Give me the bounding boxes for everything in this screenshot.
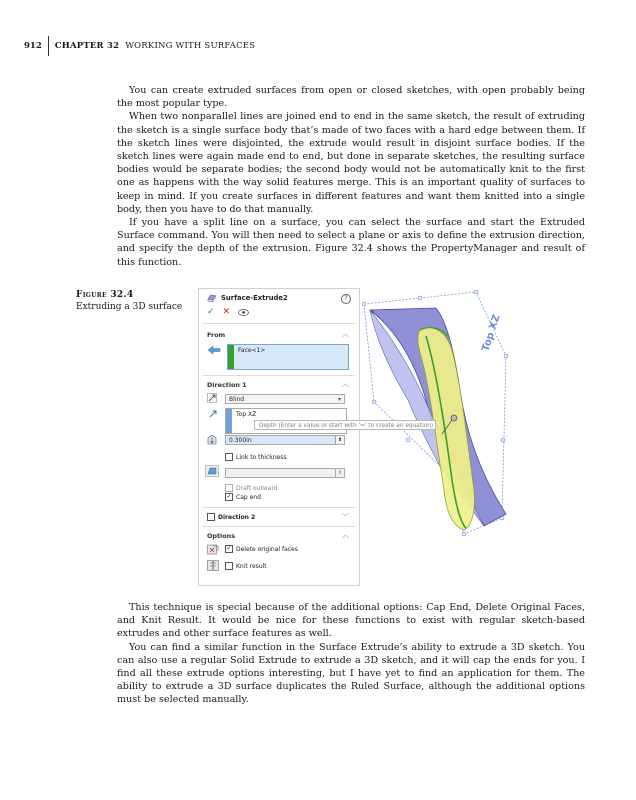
delete-faces-icon <box>207 544 219 555</box>
direction-reference-value: Top XZ <box>236 411 257 418</box>
direction1-section-header[interactable]: Direction 1 <box>207 381 247 389</box>
cap-end-label: Cap end <box>236 493 261 501</box>
draft-outward-label: Draft outward <box>236 484 278 492</box>
figure-number: Figure 32.4 <box>76 290 134 300</box>
direction2-checkbox[interactable] <box>207 513 255 521</box>
property-manager-panel <box>198 288 360 586</box>
running-header <box>24 36 255 56</box>
end-condition-dropdown[interactable] <box>225 394 345 404</box>
page-number: 912 <box>24 41 42 51</box>
from-section-header[interactable]: From <box>207 331 226 339</box>
knit-result-label: Knit result <box>236 562 267 570</box>
depth-value: 0.300in <box>229 437 252 444</box>
help-icon[interactable]: ? <box>341 294 351 304</box>
direction-arrow-icon <box>209 410 217 418</box>
plane-label-marker: ✕ <box>370 309 376 316</box>
draft-angle-input <box>225 468 345 478</box>
cancel-button[interactable]: ✕ <box>222 307 231 317</box>
draft-icon[interactable] <box>205 465 219 477</box>
depth-tooltip: Depth (Enter a value or start with '=' to create an equation) <box>254 420 436 430</box>
checkbox-box[interactable] <box>225 453 233 461</box>
pm-title: Surface-Extrude2 <box>221 293 288 302</box>
paragraph: If you have a split line on a surface, you can select the surface and start the Extruded Surface command. You will then need to select a plane or axis to define the extrusion direction, and specify the depth of the extrusion. Figure 32.4 shows the PropertyManager and result of this function. <box>117 217 585 268</box>
checkbox-box[interactable] <box>225 562 233 570</box>
surface-extrude-icon <box>207 293 217 302</box>
direction2-label: Direction 2 <box>218 513 256 521</box>
selection-color-swatch <box>228 345 234 369</box>
depth-icon <box>206 434 218 446</box>
checkbox-box-checked[interactable]: ✓ <box>226 545 232 552</box>
body-text-top <box>117 84 585 269</box>
reverse-direction-icon[interactable] <box>207 393 217 403</box>
spin-arrows-icon: ⬍ <box>335 469 344 477</box>
chevron-up-icon[interactable]: ︿ <box>342 330 349 338</box>
draft-outward-checkbox <box>225 484 278 492</box>
reference-color-swatch <box>226 409 232 433</box>
checkbox-box <box>225 484 233 492</box>
end-condition-value: Blind <box>229 396 245 403</box>
pm-actions <box>207 307 249 317</box>
link-thickness-label: Link to thickness <box>236 453 287 461</box>
divider <box>203 507 355 508</box>
knit-icon <box>207 560 219 571</box>
pm-title-bar <box>207 293 288 302</box>
delete-faces-label: Delete original faces <box>236 545 298 553</box>
chevron-down-icon[interactable]: ﹀ <box>342 513 349 521</box>
paragraph: You can create extruded surfaces from open or closed sketches, with open probably being the most popular type. <box>117 85 585 110</box>
preview-eye-icon[interactable] <box>238 309 249 316</box>
from-selection-value: Face<1> <box>238 347 266 354</box>
depth-input[interactable] <box>225 435 345 445</box>
plane-label: Top XZ <box>480 313 503 353</box>
options-section-header[interactable]: Options <box>207 532 235 540</box>
checkbox-box[interactable] <box>207 513 215 521</box>
section-title: WORKING WITH SURFACES <box>125 41 256 51</box>
ok-button[interactable]: ✓ <box>207 307 215 317</box>
delete-faces-checkbox[interactable] <box>225 545 298 553</box>
body-text-bottom <box>117 601 585 707</box>
checkbox-box-checked[interactable]: ✓ <box>226 493 232 500</box>
header-divider <box>48 36 49 56</box>
spin-arrows-icon[interactable]: ⬍ <box>335 436 344 444</box>
cap-end-checkbox[interactable] <box>225 493 261 501</box>
link-thickness-checkbox[interactable] <box>225 453 286 461</box>
paragraph: This technique is special because of the additional options: Cap End, Delete Original Faces, and Knit Result. It would be nice for these functions to exist with regular sketch-based extrudes and other surface features as well. <box>117 602 585 640</box>
from-selection-box[interactable] <box>227 344 349 370</box>
chevron-up-icon[interactable]: ︿ <box>342 531 349 539</box>
face-select-icon <box>207 345 221 355</box>
figure-caption <box>76 289 194 313</box>
paragraph: You can find a similar function in the Surface Extrude’s ability to extrude a 3D sketch. You can also use a regular Solid Extrude to extrude a 3D sketch, and it will cap the ends for you. I find all these extrude options interesting, but I have yet to find an application for them. The ability to extrude a 3D surface duplicates the Ruled Surface, although the additional options must be selected manually. <box>117 641 585 706</box>
divider <box>203 526 355 527</box>
knit-result-checkbox[interactable] <box>225 562 267 570</box>
paragraph: When two nonparallel lines are joined end to end in the same sketch, the result of extruding the sketch is a single surface body that’s made of two faces with a hard edge between them. If the sketch lines were disjointed, the extrude would result in disjoint surface bodies. If the sketch lines were again made end to end, but done in separate sketches, the resulting surface bodies would be separate bodies; the second body would not be automatically knit to the first one as happens with the way solid features merge. This is an important quality of surfaces to keep in mind. If you create surfaces in different features and want them knitted into a single body, then you have to do that manually. <box>117 111 585 215</box>
chevron-up-icon[interactable]: ︿ <box>342 380 349 388</box>
divider <box>203 375 355 376</box>
divider <box>203 323 355 324</box>
chevron-down-icon: ▾ <box>337 396 341 403</box>
figure-caption-text: Extruding a 3D surface <box>76 302 183 312</box>
chapter-label: CHAPTER 32 <box>54 41 120 51</box>
